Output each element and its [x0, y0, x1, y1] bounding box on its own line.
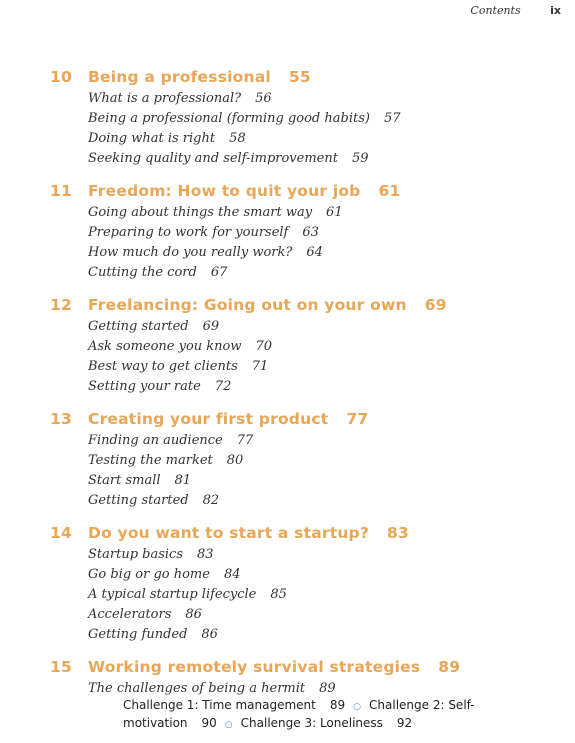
chapter-title-text: Freedom: How to quit your job — [88, 182, 361, 200]
section-title-text: Cutting the cord — [88, 265, 197, 280]
chapter-title — [88, 182, 400, 200]
section-title — [88, 681, 336, 696]
section-title — [88, 91, 272, 106]
chapter-number: 13 — [50, 410, 72, 428]
section-title-text: A typical startup lifecycle — [88, 587, 257, 602]
section-title — [88, 473, 191, 488]
section-title — [88, 151, 369, 166]
chapter-page-number: 89 — [438, 658, 461, 676]
section-title — [88, 567, 241, 582]
chapter-page-number: 55 — [288, 68, 311, 86]
running-header-page-number: ix — [550, 4, 561, 17]
section-page-number: 83 — [197, 547, 214, 562]
chapter-title — [88, 524, 409, 542]
section-title — [88, 587, 287, 602]
section-page-number: 61 — [326, 205, 343, 220]
toc-section-entry[interactable] — [0, 452, 575, 472]
toc-section-entry[interactable] — [0, 566, 575, 586]
section-page-number: 81 — [174, 473, 192, 488]
toc-chapter — [0, 522, 575, 646]
section-title — [88, 453, 243, 468]
chapter-heading[interactable] — [0, 180, 575, 204]
toc-chapter — [0, 294, 575, 398]
section-title-text: Getting started — [88, 493, 189, 508]
toc-section-entry[interactable] — [0, 204, 575, 224]
subsection-page-number: 90 — [201, 716, 217, 730]
chapter-title — [88, 658, 460, 676]
section-title — [88, 245, 323, 260]
section-title — [88, 433, 253, 448]
section-page-number: 57 — [383, 111, 401, 126]
section-title — [88, 111, 401, 126]
chapter-page-number: 77 — [346, 410, 369, 428]
subsection-title[interactable]: Challenge 3: Loneliness — [240, 716, 383, 730]
chapter-title-text: Being a professional — [88, 68, 271, 86]
chapter-heading[interactable] — [0, 408, 575, 432]
toc-chapter — [0, 656, 575, 733]
section-page-number: 63 — [302, 225, 319, 240]
chapter-heading[interactable] — [0, 294, 575, 318]
toc-section-entry[interactable] — [0, 90, 575, 110]
section-title-text: Doing what is right — [88, 131, 216, 146]
toc-section-entry[interactable] — [0, 150, 575, 170]
toc-section-entry[interactable] — [0, 626, 575, 646]
toc-section-entry[interactable] — [0, 244, 575, 264]
running-header-title: Contents — [470, 4, 521, 17]
section-title-text: Finding an audience — [88, 433, 223, 448]
section-page-number: 80 — [226, 453, 244, 468]
section-title-text: Getting funded — [88, 627, 188, 642]
section-page-number: 69 — [202, 319, 220, 334]
section-title-text: How much do you really work? — [88, 245, 293, 260]
section-title-text: Best way to get clients — [88, 359, 238, 374]
toc-chapter — [0, 408, 575, 512]
toc-section-entry[interactable] — [0, 472, 575, 492]
section-page-number: 77 — [236, 433, 254, 448]
chapter-heading[interactable] — [0, 656, 575, 680]
section-title-text: Preparing to work for yourself — [88, 225, 289, 240]
section-page-number: 67 — [210, 265, 228, 280]
section-title — [88, 265, 227, 280]
section-title-text: The challenges of being a hermit — [88, 681, 306, 696]
section-page-number: 58 — [229, 131, 246, 146]
bullet-circle-icon: ○ — [353, 702, 362, 712]
section-title-text: What is a professional? — [88, 91, 242, 106]
section-page-number: 89 — [319, 681, 336, 696]
section-page-number: 72 — [214, 379, 232, 394]
section-page-number: 86 — [201, 627, 218, 642]
chapter-number: 15 — [50, 658, 72, 676]
section-page-number: 70 — [255, 339, 273, 354]
chapter-number: 12 — [50, 296, 72, 314]
section-title — [88, 359, 268, 374]
section-title — [88, 607, 202, 622]
section-title — [88, 493, 219, 508]
section-title-text: Ask someone you know — [88, 339, 242, 354]
toc-section-entry[interactable] — [0, 110, 575, 130]
toc-section-entry[interactable] — [0, 378, 575, 398]
section-title — [88, 547, 214, 562]
chapter-title — [88, 296, 447, 314]
toc-section-entry[interactable] — [0, 546, 575, 566]
section-title-text: Getting started — [88, 319, 189, 334]
section-page-number: 85 — [270, 587, 287, 602]
toc-section-entry[interactable] — [0, 432, 575, 452]
toc-section-entry[interactable] — [0, 264, 575, 284]
section-page-number: 59 — [351, 151, 369, 166]
section-title-text: Start small — [88, 473, 161, 488]
subsection-title[interactable]: Challenge 1: Time management — [123, 698, 316, 712]
chapter-title-text: Freelancing: Going out on your own — [88, 296, 407, 314]
toc-section-entry[interactable] — [0, 338, 575, 358]
section-page-number: 71 — [251, 359, 269, 374]
section-title-text: Going about things the smart way — [88, 205, 313, 220]
chapter-title-text: Creating your first product — [88, 410, 329, 428]
chapter-page-number: 69 — [424, 296, 447, 314]
chapter-page-number: 83 — [387, 524, 410, 542]
section-title — [88, 131, 246, 146]
section-title — [88, 225, 319, 240]
chapter-title-text: Do you want to start a startup? — [88, 524, 370, 542]
section-title — [88, 205, 343, 220]
chapter-title — [88, 410, 368, 428]
section-page-number: 64 — [306, 245, 323, 260]
chapter-number: 11 — [50, 182, 72, 200]
toc-chapter — [0, 66, 575, 170]
section-title-text: Startup basics — [88, 547, 183, 562]
running-header — [470, 4, 561, 17]
section-title-text: Setting your rate — [88, 379, 201, 394]
section-page-number: 56 — [255, 91, 272, 106]
toc-section-entry[interactable] — [0, 318, 575, 338]
section-title — [88, 627, 218, 642]
chapter-heading[interactable] — [0, 522, 575, 546]
section-title — [88, 319, 219, 334]
section-title-text: Accelerators — [88, 607, 172, 622]
subsection-title[interactable]: Challenge 2: Self-motivation — [123, 698, 475, 730]
toc-section-entry[interactable] — [0, 492, 575, 512]
section-page-number: 82 — [202, 493, 220, 508]
chapter-title-text: Working remotely survival strategies — [88, 658, 421, 676]
subsection-page-number: 89 — [329, 698, 346, 712]
toc-section-entry[interactable] — [0, 358, 575, 378]
bullet-circle-icon: ○ — [224, 720, 233, 730]
toc-section-entry[interactable] — [0, 130, 575, 150]
section-page-number: 86 — [185, 607, 202, 622]
toc-section-entry[interactable] — [0, 224, 575, 244]
section-title — [88, 379, 231, 394]
section-title — [88, 339, 272, 354]
toc-section-entry[interactable] — [0, 606, 575, 626]
chapter-number: 10 — [50, 68, 72, 86]
section-title-text: Go big or go home — [88, 567, 210, 582]
subsection-list — [123, 697, 493, 733]
toc-chapter — [0, 180, 575, 284]
table-of-contents — [0, 66, 575, 743]
chapter-page-number: 61 — [378, 182, 401, 200]
section-page-number: 84 — [223, 567, 241, 582]
section-title-text: Being a professional (forming good habits) — [88, 111, 370, 126]
section-title-text: Testing the market — [88, 453, 213, 468]
chapter-title — [88, 68, 311, 86]
section-title-text: Seeking quality and self-improvement — [88, 151, 338, 166]
subsection-page-number: 92 — [396, 716, 413, 730]
chapter-number: 14 — [50, 524, 72, 542]
chapter-heading[interactable] — [0, 66, 575, 90]
toc-section-entry[interactable] — [0, 586, 575, 606]
